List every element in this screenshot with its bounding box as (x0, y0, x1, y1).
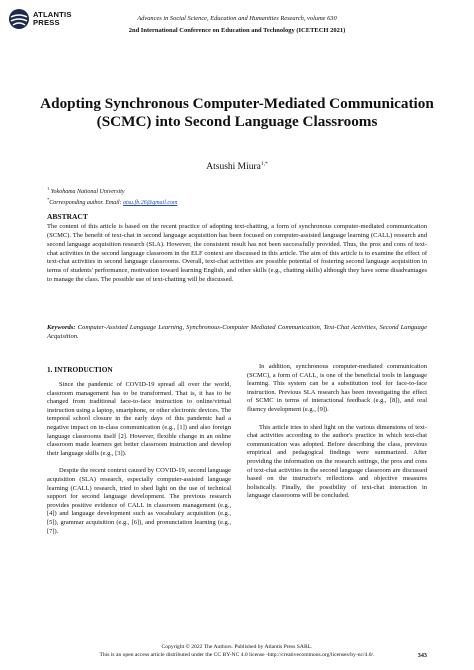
conference-line: 2nd International Conference on Education and Technology (ICETECH 2021) (128, 27, 346, 34)
paper-title: Adopting Synchronous Computer-Mediated Communication (SCMC) into Second Language Classrooms (40, 95, 434, 130)
section-heading-introduction: 1. INTRODUCTION (47, 365, 113, 374)
corr-label: Corresponding author. Email: (49, 200, 124, 206)
abstract-heading: ABSTRACT (47, 212, 88, 221)
corresponding-author (47, 196, 177, 207)
paragraph: This article tries to shed light on the various dimensions of text-chat activities according to the author's practice in which text-chat communication was adopted. Before describing the class, previous empirical and pedagogical findings were summarized. After providing the information on the research settings, the pros and cons of text-chat activities in the second language classroom are discussed based on the instructor's reflections and objective measures holistically. Finally, the possibility of text-chat interaction in language classrooms will be concluded. (247, 423, 427, 500)
affiliations (47, 185, 177, 207)
email-link[interactable]: atsu.fb.26@gmail.com (123, 200, 178, 206)
paragraph: In addition, synchronous computer-mediated communication (SCMC), a form of CALL, is one of the beneficial tools in language learning. This system can be a substitution tool for face-to-face instruction. Previous SLA research has been investigating the effect of SCMC in terms of interactional feedback (e.g., [8]), and oral fluency development (e.g., [9]). (247, 363, 427, 413)
logo-line-1: ATLANTIS (33, 9, 72, 19)
author-line (0, 161, 474, 172)
right-column (247, 363, 427, 510)
keywords-label: Keywords: (47, 324, 76, 331)
license-line: This is an open access article distributed under the CC BY-NC 4.0 license -http://creativecommons.org/licenses/by-nc/4.0/. (99, 651, 375, 658)
copyright-line: Copyright © 2022 The Authors. Published by Atlantis Press SARL. (161, 644, 313, 650)
page-number: 343 (417, 652, 427, 659)
keywords-text: Computer-Assisted Language Learning, Synchronous-Computer Mediated Communication, Text-Chat Activities, Second Language Acquisition. (47, 324, 427, 340)
journal-line: Advances in Social Science, Education and Humanities Research, volume 630 (137, 15, 337, 22)
left-column (47, 381, 231, 545)
paragraph: Despite the recent context caused by COVID-19, second language acquisition (SLA) research, especially computer-assisted language learning (CALL) research, tried to shed light on the use of technical support for second language development. The previous research provides positive evidence of CALL in classroom management (e.g., [4]) and language development such as vocabulary acquisition (e.g., [5]), grammar acquisition (e.g., [6]), and pronunciation learning (e.g., [7]). (47, 467, 231, 535)
author-name: Atsushi Miura (206, 162, 261, 173)
copyright-footer (0, 644, 474, 659)
logo-line-2: PRESS (33, 18, 60, 27)
author-marks: 1,* (260, 161, 268, 167)
paragraph: Since the pandemic of COVID-19 spread all over the world, classroom management has to be transformed. That is, it has to be changed from traditional face-to-face instruction to online/virtual instruction using a laptop, smartphone, or other electronic devices. The temporal school closure in the early days of this pandemic had a negative impact on in-class communication (e.g., [1]) and also foreign language classrooms itself [2]. However, flexible change in an online classroom made learners get better classroom instruction and develop their language skills (e.g., [3]). (47, 381, 231, 457)
corr-mark: * (47, 197, 50, 202)
affiliation-1 (47, 185, 177, 196)
keywords (47, 323, 427, 341)
aff-mark: 1 (47, 186, 50, 191)
aff-text: Yokohama National University (50, 189, 125, 195)
abstract-text: The content of this article is based on the recent practice of adopting text-chatting, a form of synchronous computer-mediated communication (SCMC). The benefit of text-chat in second language acquisition has been focused on computer-assisted language learning (CALL) research and second language acquisition research (SLA). However, the consistent result has not been successfully provided. Thus, the pros and cons of text-chat activities in the second language classroom in the ELF context are discussed in this article. The aim of this article is to examine the effect of text-chat activities in second language classrooms. Overall, text-chat activities are possible potential of fostering second language acquisition in terms of students' performance, motivation toward learning English, and other skills (e.g., chatting skills) although they have some disadvantages to manage the class. The possible use of text-chatting will be discussed. (47, 223, 427, 284)
